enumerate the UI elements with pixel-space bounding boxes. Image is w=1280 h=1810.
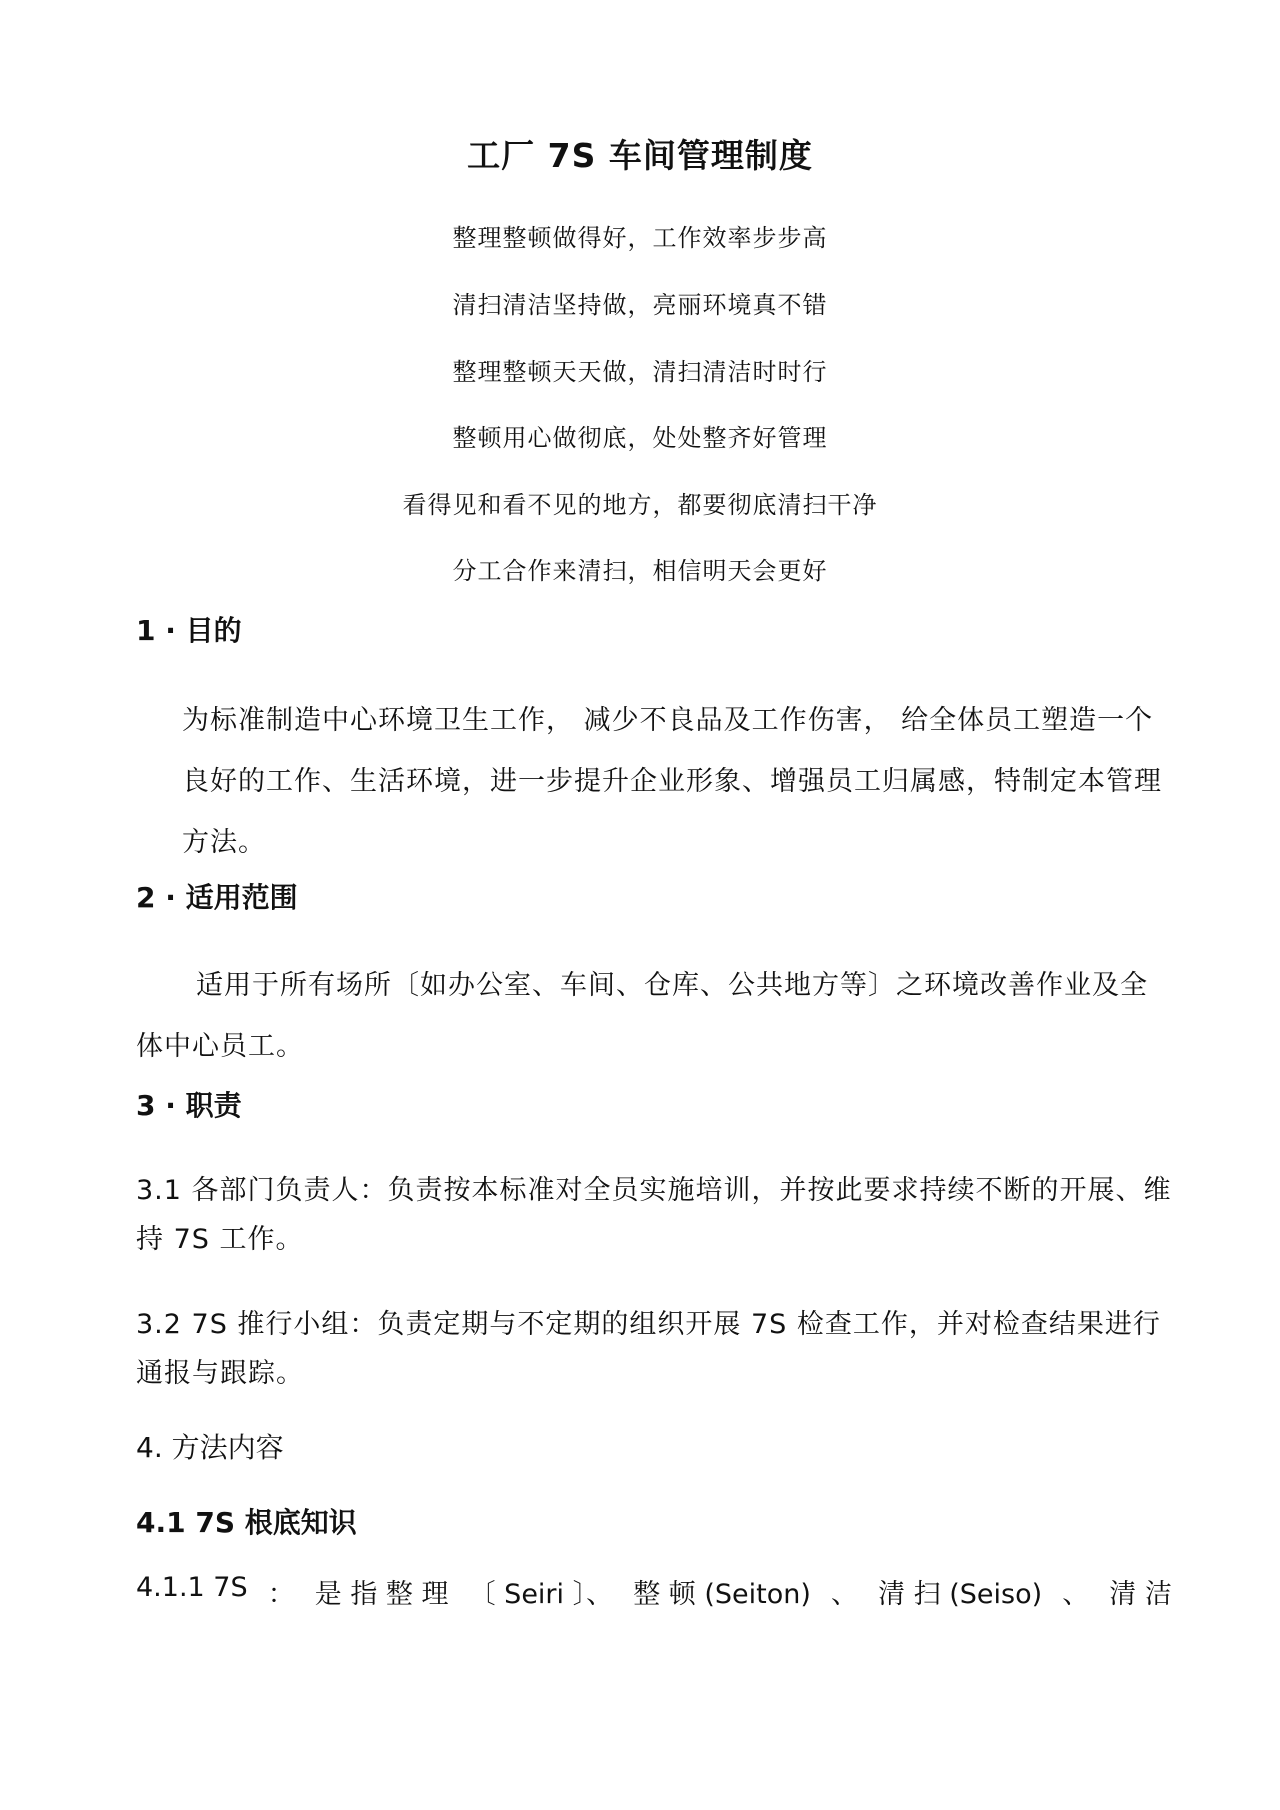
subsection-heading-7s-basics: 4.1 7S 根底知识 [136, 1506, 357, 1539]
slogan-line: 清扫清洁坚持做，亮丽环境真不错 [452, 291, 828, 319]
section-heading-purpose: 1 · 目的 [136, 614, 242, 647]
slogan-line: 分工合作来清扫，相信明天会更好 [452, 557, 828, 585]
term-part: 整 顿 (Seiton) [633, 1579, 811, 1610]
document-title: 工厂 7S 车间管理制度 [467, 136, 813, 175]
term-part: 〔 Seiri 〕、 [468, 1579, 614, 1610]
term-part: 清 扫 (Seiso) [878, 1579, 1043, 1610]
slogan-line: 看得见和看不见的地方，都要彻底清扫干净 [402, 491, 878, 519]
term-part: ： [267, 1579, 295, 1610]
section-text-3-2: 3.2 7S 推行小组：负责定期与不定期的组织开展 7S 检查工作，并对检查结果进行通报与跟踪。 [136, 1309, 1161, 1389]
term-part: 、 [1062, 1579, 1090, 1610]
term-part: 、 [830, 1579, 858, 1610]
section-text-purpose: 为标准制造中心环境卫生工作， 减少不良品及工作伤害， 给全体员工塑造一个良好的工作、生活环境，进一步提升企业形象、增强员工归属感，特制定本管理方法。 [182, 705, 1162, 858]
section-text-3-1: 3.1 各部门负责人：负责按本标准对全员实施培训，并按此要求持续不断的开展、维持 7S 工作。 [136, 1175, 1172, 1255]
section-heading-responsibility: 3 · 职责 [136, 1089, 242, 1122]
slogan-line: 整顿用心做彻底，处处整齐好管理 [452, 424, 828, 452]
slogan-line: 整理整顿做得好，工作效率步步高 [452, 224, 828, 252]
term-part: 是 指 整 理 [314, 1579, 449, 1610]
slogan-line: 整理整顿天天做，清扫清洁时时行 [452, 358, 828, 386]
term-part: 4.1.1 7S [136, 1572, 248, 1603]
definition-line-7s [136, 1572, 1172, 1611]
term-part: 清 洁 [1109, 1579, 1172, 1610]
section-text-scope: 适用于所有场所〔如办公室、车间、仓库、公共地方等〕之环境改善作业及全体中心员工。 [136, 970, 1148, 1062]
section-heading-scope: 2 · 适用范围 [136, 881, 298, 914]
section-heading-method: 4. 方法内容 [136, 1431, 284, 1464]
